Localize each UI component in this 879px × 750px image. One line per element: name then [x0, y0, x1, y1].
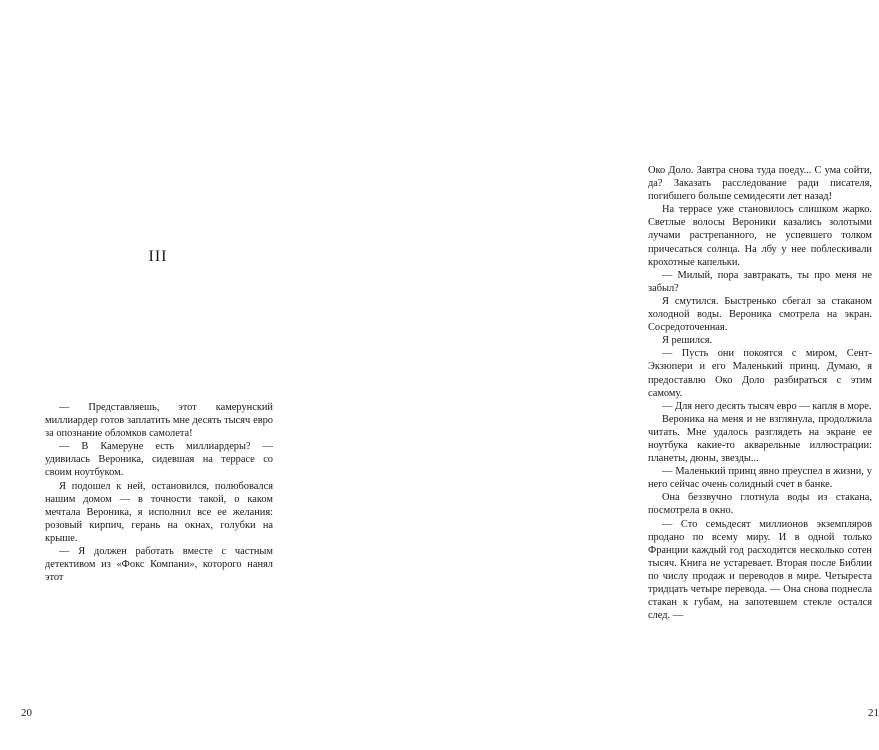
paragraph: — Я должен работать вместе с частным детективом из «Фокс Компани», которого нанял этот: [45, 546, 273, 584]
right-page-text: [648, 164, 872, 622]
left-page: [0, 0, 300, 750]
paragraph: Я смутился. Быстренько сбегал за стаканом холодной воды. Вероника смотрела на экран. Сосредоточенная.: [648, 295, 872, 334]
paragraph: Вероника на меня и не взглянула, продолжила читать. Мне удалось разглядеть на экране ее ноутбука какие-то акварельные иллюстрации: планеты, дюны, звезды...: [648, 413, 872, 465]
paragraph: — Для него десять тысяч евро — капля в море.: [662, 400, 872, 412]
paragraph: — Пусть они покоятся с миром, Сент-Экзюпери и его Маленький принц. Думаю, я предоставлю Око Доло разбираться с этим самому.: [648, 348, 872, 399]
paragraph: Я решился.: [662, 335, 713, 347]
paragraph: — Маленький принц явно преуспел в жизни, у него сейчас очень солидный счет в банке.: [648, 466, 872, 491]
paragraph: — Сто семьдесят миллионов экземпляров продано по всему миру. И в одной только Франции каждый год расходится несколько сотен тысяч. Книга не устаревает. Вторая после Библии по числу продаж и переводов в мире. Четыреста тридцать четыре перевода. — Она снова поднесла стакан к губам, на запотевшем стекле остался след. —: [648, 518, 872, 622]
paragraph: Я подошел к ней, остановился, полюбовался нашим домом — в точности такой, о каком мечтала Вероника, я исполнил все ее желания: розовый кирпич, герань на окнах, голубки на крыше.: [45, 480, 273, 544]
paragraph: — Милый, пора завтракать, ты про меня не забыл?: [648, 269, 872, 294]
paragraph: — В Камеруне есть миллиардеры? — удивилась Вероника, сидевшая на террасе со своим ноутбуком.: [45, 441, 273, 479]
chapter-numeral: III: [148, 248, 168, 265]
left-page-text: [45, 401, 273, 584]
paragraph: — Представляешь, этот камерунский миллиардер готов заплатить мне десять тысяч евро за опознание обломков самолета!: [45, 402, 273, 440]
paragraph: Она беззвучно глотнула воды из стакана, посмотрела в окно.: [648, 492, 872, 517]
right-page: [300, 0, 879, 750]
paragraph-continuation: Око Доло. Завтра снова туда поеду... С ума сойти, да? Заказать расследование ради писателя, погибшего больше семидесяти лет назад!: [648, 165, 872, 203]
page-number-left: 20: [21, 707, 32, 719]
page-number-right: 21: [868, 707, 879, 719]
paragraph: На террасе уже становилось слишком жарко. Светлые волосы Вероники казались золотыми лучами растрепанного, не успевшего толком причесаться солнца. На лбу у нее поблескивали крохотные капельки.: [648, 204, 872, 268]
